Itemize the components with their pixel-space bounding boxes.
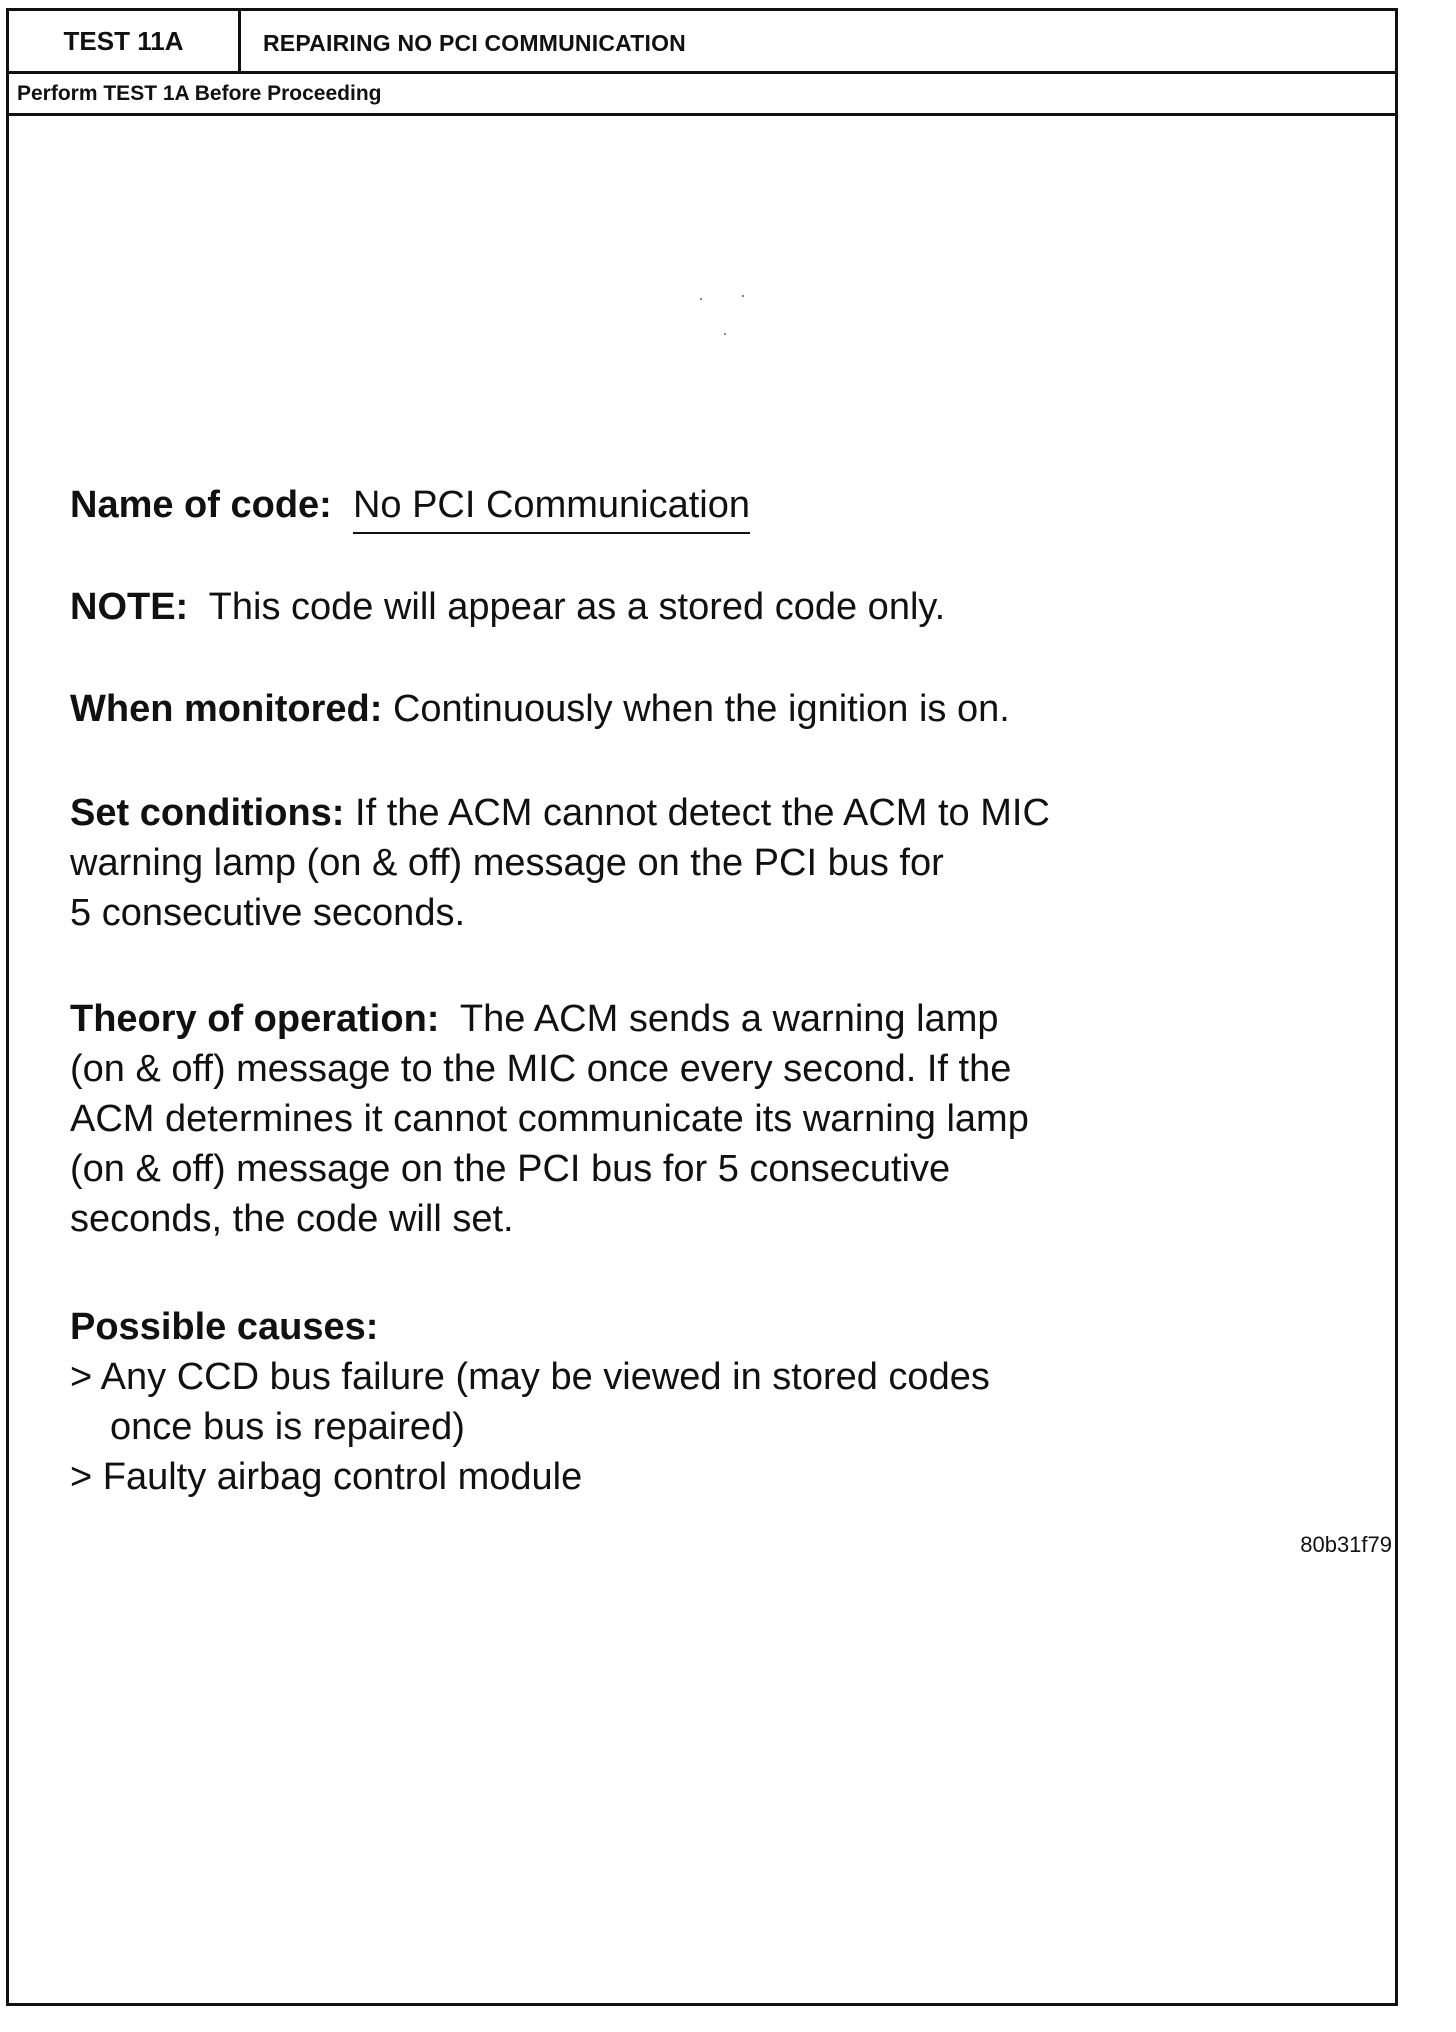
set-conditions-line-3: 5 consecutive seconds. xyxy=(70,892,466,934)
cause-1: > Any CCD bus failure (may be viewed in stored codes xyxy=(70,1356,990,1398)
scan-speck xyxy=(724,333,726,335)
code-name-value: No PCI Communication xyxy=(353,484,750,534)
theory-text-1: The ACM sends a warning lamp xyxy=(459,998,999,1040)
theory-label: Theory of operation: xyxy=(70,998,440,1040)
theory-line-2: (on & off) message to the MIC once every second. If the xyxy=(70,1048,1012,1090)
test-id: TEST 11A xyxy=(9,11,241,71)
when-monitored-line xyxy=(70,684,1010,734)
possible-causes-label: Possible causes: xyxy=(70,1306,379,1348)
prerequisite-text: Perform TEST 1A Before Proceeding xyxy=(17,82,382,105)
theory-line-1 xyxy=(70,994,1029,1044)
theory-line-3: ACM determines it cannot communicate its warning lamp xyxy=(70,1098,1029,1140)
possible-causes-block xyxy=(70,1302,990,1502)
scan-speck xyxy=(742,295,744,297)
theory-line-4: (on & off) message on the PCI bus for 5 consecutive xyxy=(70,1148,951,1190)
scan-speck xyxy=(700,298,702,300)
when-monitored-text: Continuously when the ignition is on. xyxy=(392,688,1010,730)
cause-2: > Faulty airbag control module xyxy=(70,1456,583,1498)
prerequisite-row xyxy=(9,74,1395,116)
code-name-label: Name of code: xyxy=(70,484,332,526)
set-conditions-label: Set conditions: xyxy=(70,792,345,834)
code-name-line xyxy=(70,480,750,530)
cause-1-continued: once bus is repaired) xyxy=(110,1406,465,1448)
header-row xyxy=(9,11,1395,74)
set-conditions-text-1: If the ACM cannot detect the ACM to MIC xyxy=(355,792,1050,834)
note-text: This code will appear as a stored code only. xyxy=(208,586,946,628)
test-title: REPAIRING NO PCI COMMUNICATION xyxy=(263,30,686,56)
note-line xyxy=(70,582,945,632)
set-conditions-block xyxy=(70,788,1050,938)
note-label: NOTE: xyxy=(70,586,189,628)
set-conditions-line-1 xyxy=(70,788,1050,838)
when-monitored-label: When monitored: xyxy=(70,688,383,730)
image-id: 80b31f79 xyxy=(1300,1532,1392,1557)
set-conditions-line-2: warning lamp (on & off) message on the PCI bus for xyxy=(70,842,944,884)
theory-block xyxy=(70,994,1029,1244)
theory-line-5: seconds, the code will set. xyxy=(70,1198,514,1240)
